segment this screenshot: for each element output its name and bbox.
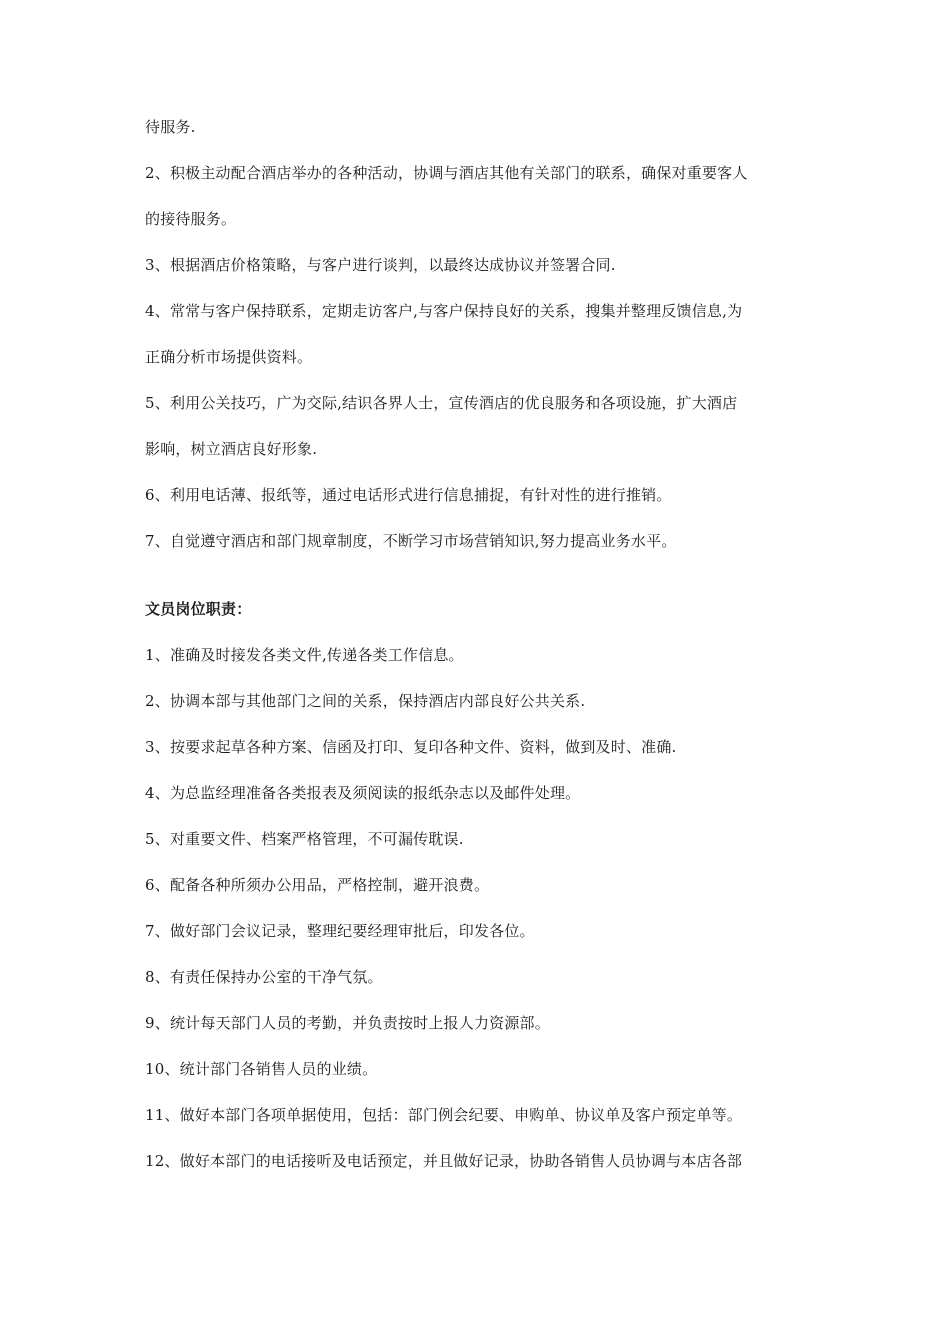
text-line: 3、按要求起草各种方案、信函及打印、复印各种文件、资料，做到及时、准确. [145, 738, 677, 756]
text-line: 待服务. [145, 118, 196, 136]
text-line: 1、准确及时接发各类文件,传递各类工作信息。 [145, 646, 464, 664]
text-line: 的接待服务。 [145, 210, 237, 228]
text-line: 3、根据酒店价格策略，与客户进行谈判，以最终达成协议并签署合同. [145, 256, 616, 274]
section-heading: 文员岗位职责： [145, 600, 252, 618]
document-page [145, 116, 815, 1196]
text-line: 正确分析市场提供资料。 [145, 348, 313, 366]
text-line: 5、对重要文件、档案严格管理，不可漏传耽误. [145, 830, 464, 848]
text-line: 11、做好本部门各项单据使用，包括：部门例会纪要、申购单、协议单及客户预定单等。 [145, 1106, 743, 1124]
text-line: 5、利用公关技巧，广为交际,结识各界人士，宣传酒店的优良服务和各项设施，扩大酒店 [145, 394, 738, 412]
text-line: 4、常常与客户保持联系，定期走访客户,与客户保持良好的关系，搜集并整理反馈信息,为 [145, 302, 743, 320]
text-line: 影响，树立酒店良好形象. [145, 440, 318, 458]
text-line: 8、有责任保持办公室的干净气氛。 [145, 968, 383, 986]
text-line: 9、统计每天部门人员的考勤，并负责按时上报人力资源部。 [145, 1014, 550, 1032]
text-line: 2、协调本部与其他部门之间的关系，保持酒店内部良好公共关系. [145, 692, 586, 710]
text-line: 7、做好部门会议记录，整理纪要经理审批后，印发各位。 [145, 922, 535, 940]
section-sales-duties [145, 116, 815, 552]
text-line: 10、统计部门各销售人员的业绩。 [145, 1060, 378, 1078]
text-line: 2、积极主动配合酒店举办的各种活动，协调与酒店其他有关部门的联系，确保对重要客人 [145, 164, 748, 182]
text-line: 6、利用电话薄、报纸等，通过电话形式进行信息捕捉，有针对性的进行推销。 [145, 486, 672, 504]
section-clerk-duties [145, 598, 815, 1172]
text-line: 7、自觉遵守酒店和部门规章制度，不断学习市场营销知识,努力提高业务水平。 [145, 532, 677, 550]
text-line: 6、配备各种所须办公用品，严格控制，避开浪费。 [145, 876, 490, 894]
text-line: 12、做好本部门的电话接听及电话预定，并且做好记录，协助各销售人员协调与本店各部 [145, 1152, 743, 1170]
text-line: 4、为总监经理准备各类报表及须阅读的报纸杂志以及邮件处理。 [145, 784, 581, 802]
